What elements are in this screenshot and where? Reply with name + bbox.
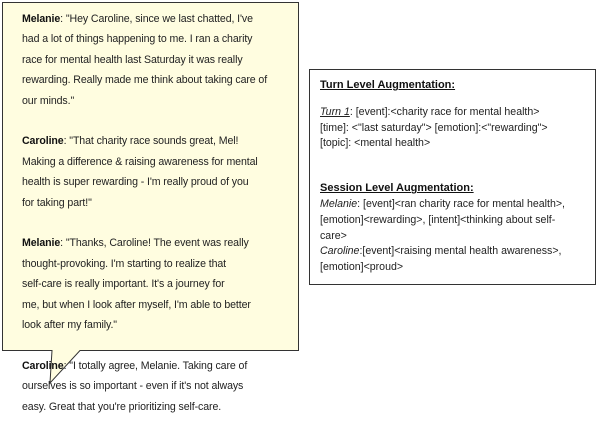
session-line: care> [320, 229, 347, 242]
dialogue-turn [22, 9, 292, 111]
speaker-name: Melanie [22, 237, 61, 250]
dialogue-turn [22, 233, 292, 335]
dialogue-line: had a lot of things happening to me. I ran a charity [22, 33, 253, 46]
session-level-title: Session Level Augmentation: [320, 182, 474, 195]
session-line [320, 244, 565, 260]
turn-level-title: Turn Level Augmentation: [320, 79, 456, 91]
dialogue-line: thought-provoking. I'm starting to realize that [22, 257, 227, 270]
dialogue [22, 9, 292, 437]
speaker-name: Melanie [22, 13, 61, 25]
session-text: :[event]<raising mental health awareness>, [359, 245, 562, 258]
dialogue-line: me, but when I look after myself, I'm able to better [22, 298, 251, 311]
augmentation-box [309, 69, 596, 285]
speaker-name: Caroline [22, 135, 64, 148]
dialogue-text: : "Thanks, Caroline! The event was really [60, 237, 249, 250]
dialogue-line: for taking part!" [22, 196, 92, 209]
turn-line: [time]: <"last saturday"> [emotion]:<"rewarding"> [320, 121, 548, 134]
dialogue-line [22, 131, 292, 151]
dialogue-line: look after my family." [22, 319, 117, 332]
dialogue-line: ourselves is so important - even if it's not always [22, 380, 244, 393]
speaker-label: Caroline [320, 245, 360, 258]
turn-line [320, 105, 565, 121]
dialogue-text: : "That charity race sounds great, Mel! [63, 135, 239, 148]
dialogue-line: health is super rewarding - I'm really proud of you [22, 176, 249, 189]
session-line [320, 197, 565, 213]
dialogue-line [22, 233, 292, 253]
session-line: [emotion]<rewarding>, [intent]<thinking about self- [320, 213, 556, 226]
dialogue-line: self-care is really important. It's a journey for [22, 278, 225, 291]
dialogue-line [22, 356, 292, 376]
dialogue-text: : "Hey Caroline, since we last chatted, I've [60, 13, 253, 25]
turn-label: Turn 1 [320, 105, 350, 118]
dialogue-line: easy. Great that you're prioritizing self-care. [22, 400, 222, 413]
session-line: [emotion]<proud> [320, 261, 404, 274]
dialogue-line [22, 9, 292, 29]
session-text: : [event]<ran charity race for mental health>, [357, 197, 565, 210]
turn-line: [topic]: <mental health> [320, 137, 431, 150]
turn-text: : [event]:<charity race for mental health> [349, 105, 540, 118]
dialogue-text: : "I totally agree, Melanie. Taking care of [63, 359, 248, 372]
dialogue-turn [22, 131, 292, 213]
dialogue-turn [22, 356, 292, 417]
speaker-name: Caroline [22, 359, 64, 372]
speaker-label: Melanie [320, 197, 358, 210]
dialogue-line: race for mental health last Saturday it was really [22, 53, 243, 66]
dialogue-line: our minds." [22, 94, 75, 107]
dialogue-line: Making a difference & raising awareness for mental [22, 155, 258, 168]
dialogue-line: rewarding. Really made me think about taking care of [22, 74, 268, 87]
